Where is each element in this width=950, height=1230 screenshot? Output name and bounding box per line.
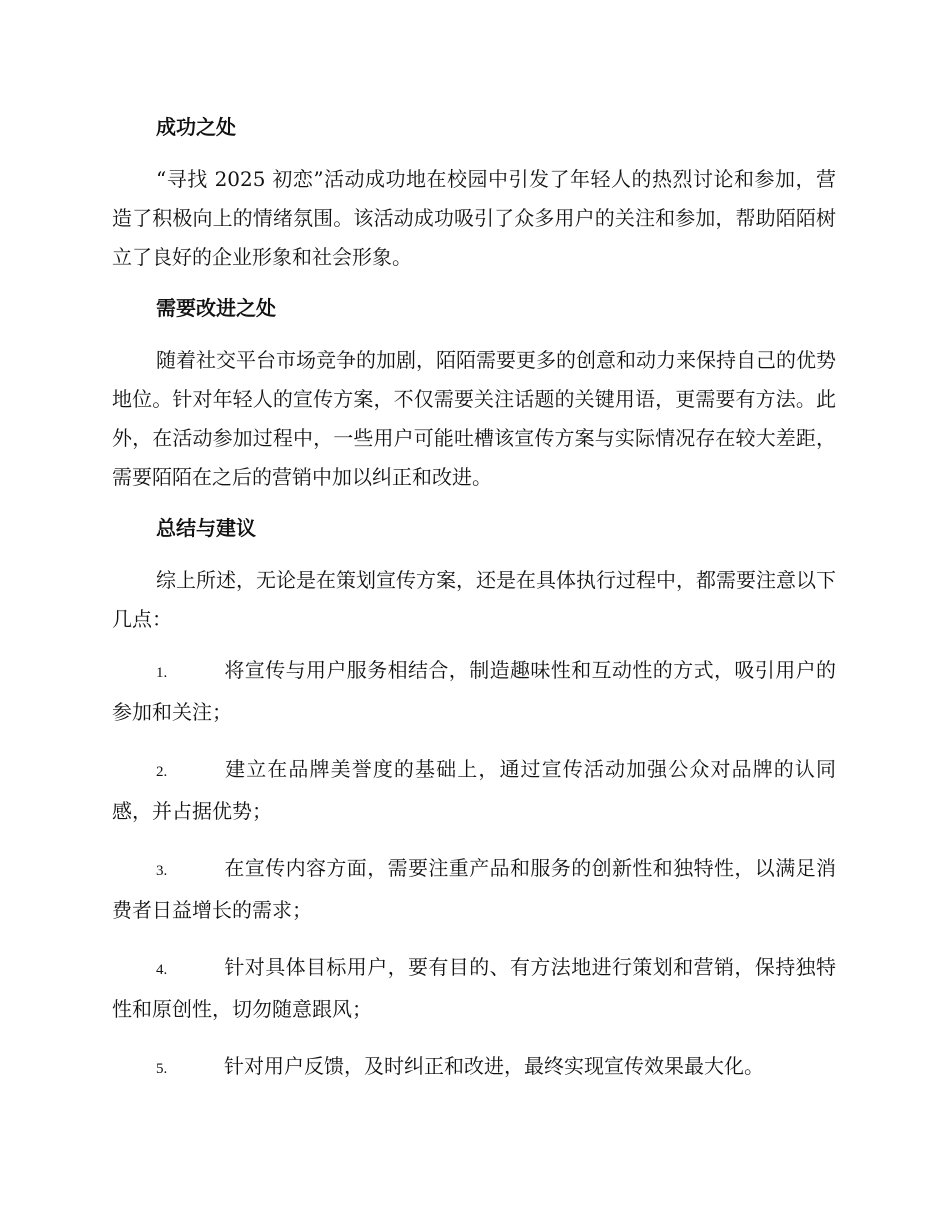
list-item-text: 将宣传与用户服务相结合，制造趣味性和互动性的方式，吸引用户的参加和关注；: [112, 658, 836, 724]
list-item-text: 针对具体目标用户，要有目的、有方法地进行策划和营销，保持独特性和原创性，切勿随意跟风；: [112, 955, 836, 1021]
list-item: [112, 1047, 836, 1089]
list-item-text: 针对用户反馈，及时纠正和改进，最终实现宣传效果最大化。: [224, 1054, 764, 1078]
list-item-text: 建立在品牌美誉度的基础上，通过宣传活动加强公众对品牌的认同感，并占据优势；: [112, 757, 836, 823]
section-heading-success: 成功之处: [156, 115, 236, 139]
list-item: [112, 750, 836, 831]
document-page: [112, 108, 836, 1107]
list-item-number: 3.: [156, 863, 168, 879]
list-item: [112, 651, 836, 732]
success-paragraph: “寻找 2025 初恋”活动成功地在校园中引发了年轻人的热烈讨论和参加，营造了积极向上的情绪氛围。该活动成功吸引了众多用户的关注和参加，帮助陌陌树立了良好的企业形象和社会形象。: [112, 167, 836, 269]
section-heading-summary: 总结与建议: [156, 516, 256, 540]
improvement-paragraph: 随着社交平台市场竞争的加剧，陌陌需要更多的创意和动力来保持自己的优势地位。针对年轻人的宣传方案，不仅需要关注话题的关键用语，更需要有方法。此外，在活动参加过程中，一些用户可能吐槽该宣传方案与实际情况存在较大差距，需要陌陌在之后的营销中加以纠正和改进。: [112, 348, 836, 489]
list-item-number: 2.: [156, 764, 168, 780]
section-heading-improvement: 需要改进之处: [156, 296, 276, 320]
summary-paragraph: 综上所述，无论是在策划宣传方案，还是在具体执行过程中，都需要注意以下几点：: [112, 568, 836, 631]
list-item-number: 1.: [156, 665, 168, 681]
list-item-number: 4.: [156, 962, 168, 978]
list-item-number: 5.: [156, 1061, 168, 1077]
list-item: [112, 948, 836, 1029]
list-item: [112, 849, 836, 930]
list-item-text: 在宣传内容方面，需要注重产品和服务的创新性和独特性，以满足消费者日益增长的需求；: [112, 856, 836, 922]
